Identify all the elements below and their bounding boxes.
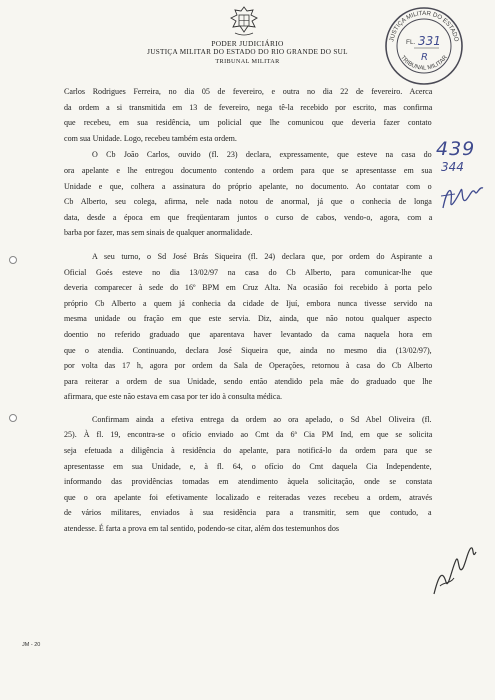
binder-hole bbox=[9, 414, 17, 422]
stamp-rubric: R bbox=[421, 52, 428, 63]
paragraph-1 bbox=[64, 84, 432, 146]
text-line: O Cb João Carlos, ouvido (fl. 23) declara, expressamente, que esteve na casa do bbox=[92, 150, 432, 160]
text-line: que o ora apelante foi efetivamente localizado e reiteradas vezes recebeu a ordem, através bbox=[64, 492, 433, 502]
court-stamp bbox=[383, 5, 465, 87]
text-line: próprio Cb Alberto a quem já conhecia da cidade de Ijuí, embora nunca tivesse servido na bbox=[64, 298, 433, 308]
text-line: apresentasse em sua Unidade, e, à fl. 64, o ofício do Cmt daquela Cia Independente, bbox=[64, 461, 432, 471]
paragraph-2 bbox=[64, 147, 432, 241]
text-line: Unidade e que, colhera a assinatura do próprio apelante, no documento. Ao contatar com o bbox=[64, 181, 432, 191]
letterhead-line-3: TRIBUNAL MILITAR bbox=[215, 58, 280, 65]
document-body bbox=[64, 84, 432, 537]
stamp-top-text: JUSTIÇA MILITAR DO ESTADO bbox=[388, 9, 460, 43]
text-line: Carlos Rodrigues Ferreira, no dia 05 de fevereiro, e outra no dia 22 de fevereiro. Acerca bbox=[64, 87, 433, 96]
text-line: informando das providências tomadas em atendimento àquela solicitação, onde se constata bbox=[64, 477, 433, 487]
binder-hole bbox=[9, 256, 17, 264]
handwritten-secondary-number: 344 bbox=[441, 160, 464, 174]
text-line: com sua Unidade. Logo, recebeu também esta ordem. bbox=[64, 133, 237, 143]
text-line: por volta das 17 h, agora por ordem da Sala de Operações, retornou à casa do Cb Alberto bbox=[64, 361, 433, 371]
text-line: para reiterar a ordem de sua Unidade, sendo então atendido pela mãe do graduado que lhe bbox=[64, 376, 433, 386]
text-line: que o atendia. Continuando, declara José Siqueira que, ainda no mesmo dia (13/02/97), bbox=[64, 345, 432, 355]
coat-of-arms-icon bbox=[229, 6, 259, 38]
paragraph-4 bbox=[64, 412, 432, 537]
text-line: 25). À fl. 19, encontra-se o ofício enviado ao Cmt da 6ª Cia PM Ind, em que se solicita bbox=[64, 430, 433, 440]
text-line: de vários militares, enviados à sua residência para a transmitir, sem que contudo, a bbox=[64, 508, 432, 518]
text-line: afirmara, que este não estava em casa por ter ido à consulta médica. bbox=[64, 392, 283, 402]
stamp-bottom-text: TRIBUNAL MILITAR bbox=[399, 54, 449, 72]
letterhead-line-2: JUSTIÇA MILITAR DO ESTADO DO RIO GRANDE DO SUL bbox=[147, 48, 348, 56]
text-line: ora apelante e lhe entregou documento contendo a ordem para que se apresentasse em sua bbox=[64, 165, 433, 175]
text-line: mesma unidade ou fração em que este servia. Diz, ainda, que não notou qualquer aspecto bbox=[64, 314, 432, 324]
text-line: deveria comparecer à sede do 16º BPM em Cruz Alta. Na ocasião foi recebido à porta pelo bbox=[64, 283, 432, 293]
text-line: A seu turno, o Sd José Brás Siqueira (fl. 24) declara que, por ordem do Aspirante a bbox=[92, 251, 433, 261]
text-line: Oficial Goés esteve no dia 13/02/97 na casa do Cb Alberto, para comunicar-lhe que bbox=[64, 267, 433, 277]
letterhead-line-1: PODER JUDICIÁRIO bbox=[211, 39, 284, 48]
stamp-fl-label: FL. bbox=[406, 39, 416, 46]
paragraph-3 bbox=[64, 249, 432, 405]
text-line: que recebeu, em sua residência, um policial que lhe comunicou que deveria fazer contato bbox=[64, 118, 432, 128]
stamp-fl-number: 331 bbox=[418, 34, 441, 48]
text-line: doentio no referido graduado que aparentava haver levantado da cama naquela hora em bbox=[64, 329, 433, 339]
text-line: Confirmam ainda a efetiva entrega da ordem ao ora apelado, o Sd Abel Oliveira (fl. bbox=[92, 414, 432, 424]
text-line: seja efetuada a diligência à residência do apelante, para notificá-lo da ordem para que se bbox=[64, 446, 432, 456]
handwritten-page-number: 439 bbox=[436, 138, 476, 160]
text-line: atendesse. É farta a prova em tal sentido, podendo-se citar, além dos testemunhos dos bbox=[64, 524, 339, 534]
text-line: data, desde a época em que freqüentaram juntos o curso de cabos, vendo-o, agora, com a bbox=[64, 212, 433, 222]
form-code: JM - 20 bbox=[22, 642, 41, 648]
handwritten-rubric-signature bbox=[439, 178, 485, 216]
text-line: barba por fazer, mas sem sinais de qualquer anormalidade. bbox=[64, 228, 253, 238]
text-line: da ordem a si transmitida em 13 de fevereiro, nega tê-la recebido por escrito, mas confirma bbox=[64, 102, 433, 112]
handwritten-signature bbox=[428, 538, 480, 598]
text-line: Cb Alberto, seu colega, afirma, nele nada notou de anormal, já que o conhecia de longa bbox=[64, 197, 432, 207]
